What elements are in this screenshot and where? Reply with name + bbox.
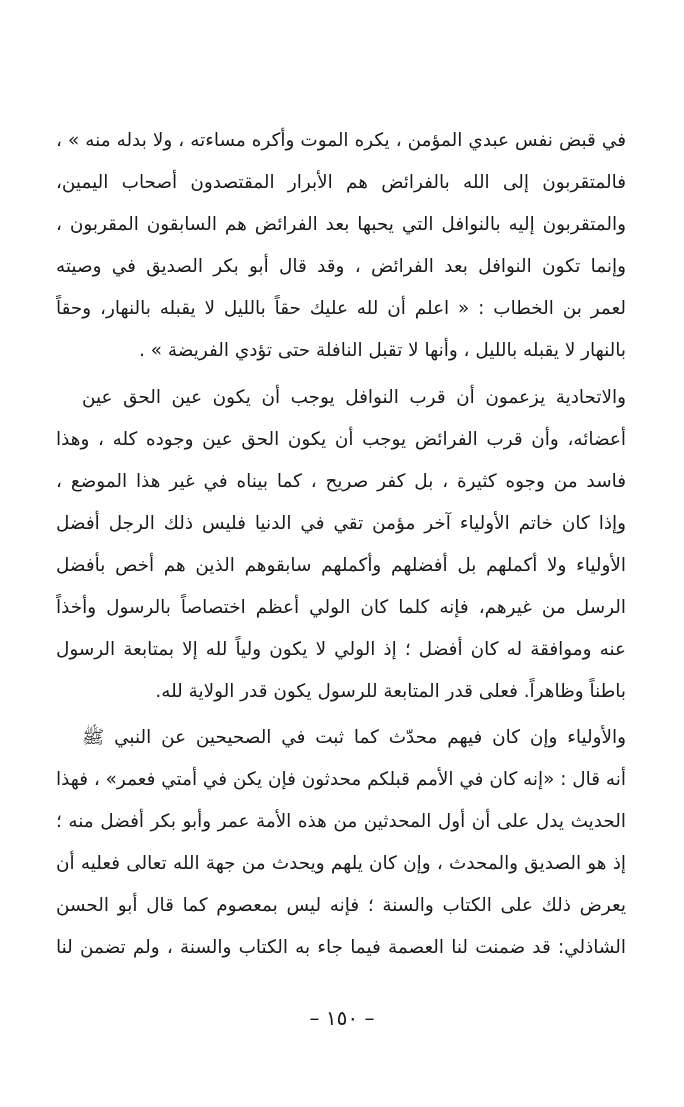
text-line: بالنهار لا يقبله بالليل ، وأنها لا تقبل النافلة حتى تؤدي الفريضة » .	[139, 340, 626, 361]
text-line: يعرض ذلك على الكتاب والسنة ؛ فإنه ليس بمعصوم كما قال أبو الحسن	[56, 895, 626, 916]
text-line: لعمر بن الخطاب : « اعلم أن لله عليك حقاً بالليل لا يقبله بالنهار، وحقاً	[56, 298, 626, 319]
text-line: أعضائه، وأن قرب الفرائض يوجب أن يكون الحق عين وجوده كله ، وهذا	[56, 429, 626, 450]
text-line: فاسد من وجوه كثيرة ، بل كفر صريح ، كما بيناه في غير هذا الموضع ،	[56, 471, 626, 492]
text-line: الأولياء ولا أكملهم بل أفضلهم وأكملهم سابقوهم الذين هم أخص بأفضل	[56, 555, 626, 576]
text-line: عنه وموافقة له كان أفضل ؛ إذ الولي لا يكون ولياً لله إلا بمتابعة الرسول	[56, 639, 626, 660]
text-line: إذ هو الصديق والمحدث ، وإن كان يلهم ويحدث من جهة الله تعالى فعليه أن	[56, 853, 626, 874]
text-line: والاتحادية يزعمون أن قرب النوافل يوجب أن يكون عين الحق عين	[82, 387, 626, 408]
text-line: فالمتقربون إلى الله بالفرائض هم الأبرار المقتصدون أصحاب اليمين،	[56, 172, 626, 193]
text-line: باطناً وظاهراً. فعلى قدر المتابعة للرسول يكون قدر الولاية لله.	[155, 681, 626, 702]
text-line: وإنما تكون النوافل بعد الفرائض ، وقد قال أبو بكر الصديق في وصيته	[56, 256, 626, 277]
text-line: في قبض نفس عبدي المؤمن ، يكره الموت وأكره مساءته ، ولا بدله منه » ،	[56, 130, 626, 151]
text-line: الشاذلي: قد ضمنت لنا العصمة فيما جاء به الكتاب والسنة ، ولم تضمن لنا	[56, 937, 626, 958]
text-line: والمتقربون إليه بالنوافل التي يحبها بعد الفرائض هم السابقون المقربون ،	[56, 214, 626, 235]
text-line: وإذا كان خاتم الأولياء آخر مؤمن تقي في الدنيا فليس ذلك الرجل أفضل	[56, 513, 626, 534]
text-line: الحديث يدل على أن أول المحدثين من هذه الأمة عمر وأبو بكر أفضل منه ؛	[56, 811, 626, 832]
text-line: الرسل من غيرهم، فإنه كلما كان الولي أعظم اختصاصاً بالرسول وأخذاً	[56, 597, 626, 618]
text-line: أنه قال : «إنه كان في الأمم قبلكم محدثون فإن يكن في أمتي فعمر» ، فهذا	[56, 769, 626, 790]
text-line: والأولياء وإن كان فيهم محدّث كما ثبت في الصحيحين عن النبي ﷺ	[82, 727, 626, 748]
page-number: – ١٥٠ –	[309, 1006, 375, 1030]
